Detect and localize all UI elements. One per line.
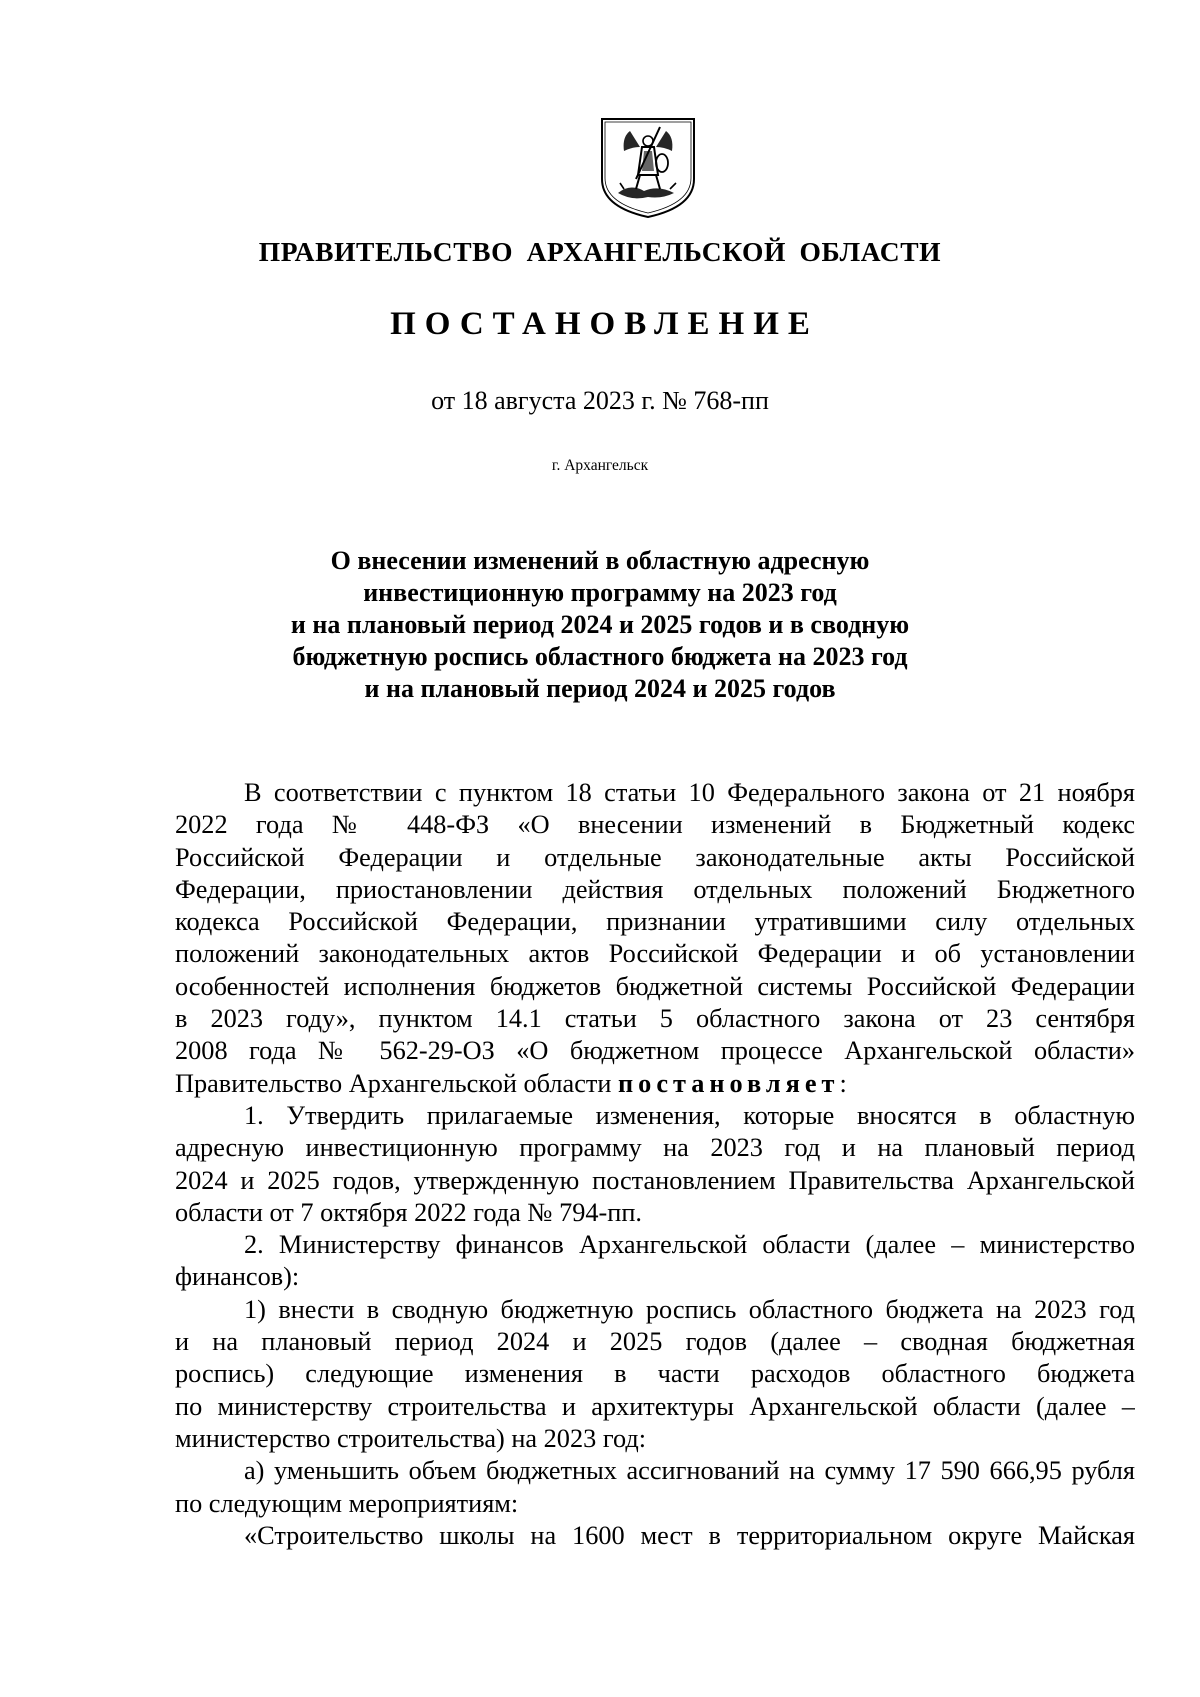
subject-line: и на плановый период 2024 и 2025 годов: [364, 674, 836, 703]
body-line: «Строительство школы на 1600 мест в территориальном округе Майская: [244, 1520, 1135, 1550]
body-line: В соответствии с пунктом 18 статьи 10 Федерального закона от 21 ноября: [244, 778, 1135, 807]
body-line: 2008 года № 562-29-ОЗ «О бюджетном процессе Архангельской области»: [175, 1036, 1135, 1066]
subject-line: инвестиционную программу на 2023 год: [363, 578, 837, 607]
subject-line: О внесении изменений в областную адресную: [330, 546, 870, 575]
body-line: а) уменьшить объем бюджетных ассигнований на сумму 17 590 666,95 рубля: [244, 1456, 1135, 1486]
body-line: в 2023 году», пунктом 14.1 статьи 5 областного закона от 23 сентября: [175, 1004, 1135, 1034]
body-line: области от 7 октября 2022 года № 794-пп.: [175, 1197, 642, 1227]
body-line-resolves: [175, 1068, 1135, 1100]
body-line: роспись) следующие изменения в части расходов областного бюджета: [175, 1359, 1135, 1389]
resolves-keyword: постановляет: [618, 1068, 840, 1098]
document-date-number: от 18 августа 2023 г. № 768-пп: [431, 386, 769, 415]
subject-line: бюджетную роспись областного бюджета на 2023 год: [292, 642, 908, 671]
body-line: 1. Утвердить прилагаемые изменения, которые вносятся в областную: [244, 1100, 1135, 1130]
body-line: кодекса Российской Федерации, признании утратившими силу отдельных: [175, 907, 1135, 937]
body-line: Российской Федерации и отдельные законодательные акты Российской: [175, 842, 1135, 872]
body-line: 2. Министерству финансов Архангельской области (далее – министерство: [244, 1230, 1135, 1260]
document-type-title: ПОСТАНОВЛЕНИЕ: [390, 306, 819, 342]
body-line: по следующим мероприятиям:: [175, 1488, 519, 1518]
body-line: и на плановый период 2024 и 2025 годов (далее – сводная бюджетная: [175, 1327, 1135, 1357]
body-line: министерство строительства) на 2023 год:: [175, 1423, 647, 1453]
document-subject: [0, 545, 1200, 705]
coat-of-arms-emblem: [600, 117, 696, 219]
government-title: ПРАВИТЕЛЬСТВО АРХАНГЕЛЬСКОЙ ОБЛАСТИ: [258, 236, 942, 267]
body-line: 2024 и 2025 годов, утвержденную постановлением Правительства Архангельской: [175, 1165, 1135, 1195]
body-line: положений законодательных актов Российской Федерации и об установлении: [175, 939, 1135, 969]
body-line: адресную инвестиционную программу на 2023 год и на плановый период: [175, 1133, 1135, 1163]
document-city: г. Архангельск: [551, 457, 649, 474]
body-line-start: Правительство Архангельской области: [175, 1068, 612, 1098]
body-line: особенностей исполнения бюджетов бюджетной системы Российской Федерации: [175, 971, 1135, 1001]
body-line: 2022 года № 448-ФЗ «О внесении изменений в Бюджетный кодекс: [175, 810, 1135, 840]
body-line: 1) внести в сводную бюджетную роспись областного бюджета на 2023 год: [244, 1294, 1135, 1324]
body-line: по министерству строительства и архитектуры Архангельской области (далее –: [175, 1391, 1135, 1421]
subject-line: и на плановый период 2024 и 2025 годов и в сводную: [290, 610, 910, 639]
body-line: Федерации, приостановлении действия отдельных положений Бюджетного: [175, 874, 1135, 904]
body-line: финансов):: [175, 1262, 300, 1292]
coat-of-arms-icon: [600, 117, 696, 219]
body-line-colon: :: [839, 1068, 847, 1098]
document-body: [175, 777, 1135, 1552]
